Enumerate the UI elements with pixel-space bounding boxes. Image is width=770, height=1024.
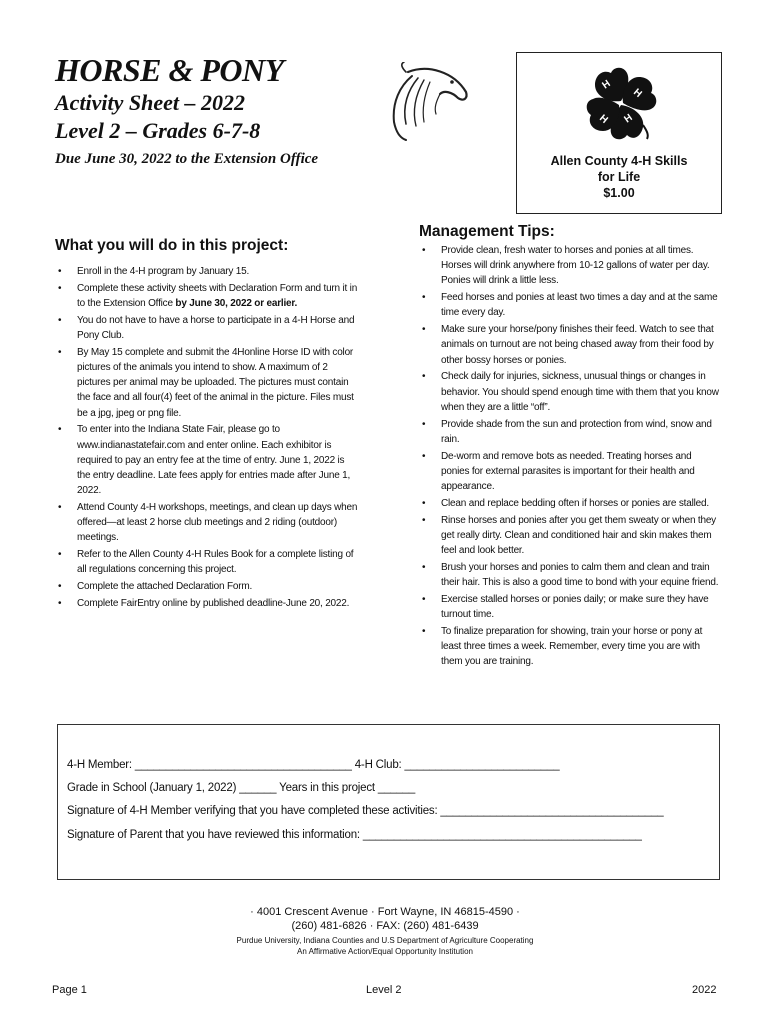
member-form <box>57 724 720 880</box>
logo-line-2: for Life <box>597 170 641 184</box>
svg-text:H: H <box>622 112 635 126</box>
list-item: • Complete the attached Declaration Form. <box>55 579 360 594</box>
list-item: • Feed horses and ponies at least two times a day and at the same time every day. <box>419 290 719 320</box>
list-item: • Clean and replace bedding often if horses or ponies are stalled. <box>419 496 719 511</box>
list-item: • Enroll in the 4-H program by January 15. <box>55 264 360 279</box>
management-tips-heading: Management Tips: <box>419 223 555 240</box>
list-item-text: Complete these activity sheets with Declaration Form and turn it in to the Extension Office <box>77 282 358 309</box>
project-list <box>55 264 360 613</box>
list-item: • Provide clean, fresh water to horses and ponies at all times. Horses will drink anywhere from 10-12 gallons of water per day. Ponies will drink a little less. <box>419 243 719 289</box>
list-item: • De-worm and remove bots as needed. Treating horses and ponies for external parasites is important for their health and appearance. <box>419 449 719 495</box>
footer-address: · 4001 Crescent Avenue · Fort Wayne, IN 46815-4590 · <box>250 906 520 918</box>
svg-text:H: H <box>600 78 613 92</box>
level-subtitle: Level 2 – Grades 6-7-8 <box>55 118 261 143</box>
list-item: • By May 15 complete and submit the 4Honline Horse ID with color pictures of the animals you intend to show. A maximum of 2 pictures per animal may be uploaded. The pictures must contain the face and all four(4) feet of the animal in the picture. Files must be a jpg, jpeg or png file. <box>55 345 360 421</box>
list-item: • Check daily for injuries, sickness, unusual things or changes in behavior. You should spend enough time with them that you know when they are a little “off”. <box>419 369 719 415</box>
list-item-bold-text: by June 30, 2022 or earlier. <box>172 298 298 309</box>
list-item: • Refer to the Allen County 4-H Rules Book for a complete listing of all regulations concerning this project. <box>55 547 360 577</box>
member-signature-field[interactable]: Signature of 4-H Member verifying that you have completed these activities: ____________________________________ <box>67 805 664 817</box>
list-item: • Brush your horses and ponies to calm them and clean and train their hair. This is also a good time to bond with your equine friend. <box>419 560 719 590</box>
management-tips-list <box>419 243 719 671</box>
list-item: • Exercise stalled horses or ponies daily; or make sure they have turnout time. <box>419 592 719 622</box>
allen-county-logo-box <box>516 52 722 214</box>
activity-sheet-subtitle: Activity Sheet – 2022 <box>55 90 246 115</box>
list-item: • You do not have to have a horse to participate in a 4-H Horse and Pony Club. <box>55 313 360 343</box>
due-date: Due June 30, 2022 to the Extension Office <box>55 151 319 167</box>
member-club-field[interactable]: 4-H Member: ___________________________________ 4-H Club: _________________________ <box>67 759 560 771</box>
parent-signature-field[interactable]: Signature of Parent that you have reviewed this information: _____________________________________________ <box>67 829 642 841</box>
svg-text:H: H <box>631 86 644 100</box>
list-item: • Rinse horses and ponies after you get them sweaty or when they get really dirty. Clean and conditioned hair and skin makes them feel and look better. <box>419 513 719 559</box>
list-item: • To enter into the Indiana State Fair, please go to www.indianastatefair.com and enter online. Each exhibitor is required to pay an entry fee at the time of entry. June 1, 2022 is the entry deadline. Late fees apply for entries made after June 1, 2022. <box>55 422 360 498</box>
grade-years-field[interactable]: Grade in School (January 1, 2022) ______ Years in this project ______ <box>67 782 416 794</box>
footer-eeo: An Affirmative Action/Equal Opportunity Institution <box>297 947 473 956</box>
page-number: Page 1 <box>52 984 87 996</box>
logo-line-1: Allen County 4-H Skills <box>550 154 688 168</box>
list-item: • Attend County 4-H workshops, meetings, and clean up days when offered—at least 2 horse club meetings and 2 riding (outdoor) meetings. <box>55 500 360 546</box>
list-item <box>55 281 360 311</box>
list-item: • Complete FairEntry online by published deadline-June 20, 2022. <box>55 596 360 611</box>
page-title: HORSE & PONY <box>55 52 284 88</box>
list-item: • Provide shade from the sun and protection from wind, snow and rain. <box>419 417 719 447</box>
footer-year: 2022 <box>692 984 717 996</box>
project-heading: What you will do in this project: <box>55 237 289 254</box>
list-item: • Make sure your horse/pony finishes their feed. Watch to see that animals on turnout are not being chased away from their food by other bossy horses or ponies. <box>419 322 719 368</box>
footer-level: Level 2 <box>366 984 402 996</box>
svg-text:H: H <box>597 112 610 126</box>
horse-head-icon <box>378 62 470 142</box>
footer-phone: (260) 481-6826 · FAX: (260) 481-6439 <box>291 920 479 932</box>
footer-purdue: Purdue University, Indiana Counties and U.S Department of Agriculture Cooperating <box>236 936 534 945</box>
list-item: • To finalize preparation for showing, train your horse or pony at least three times a week. Remember, every time you are with them you are training. <box>419 624 719 670</box>
logo-price: $1.00 <box>603 186 635 200</box>
4-h-clover-icon <box>583 65 659 143</box>
